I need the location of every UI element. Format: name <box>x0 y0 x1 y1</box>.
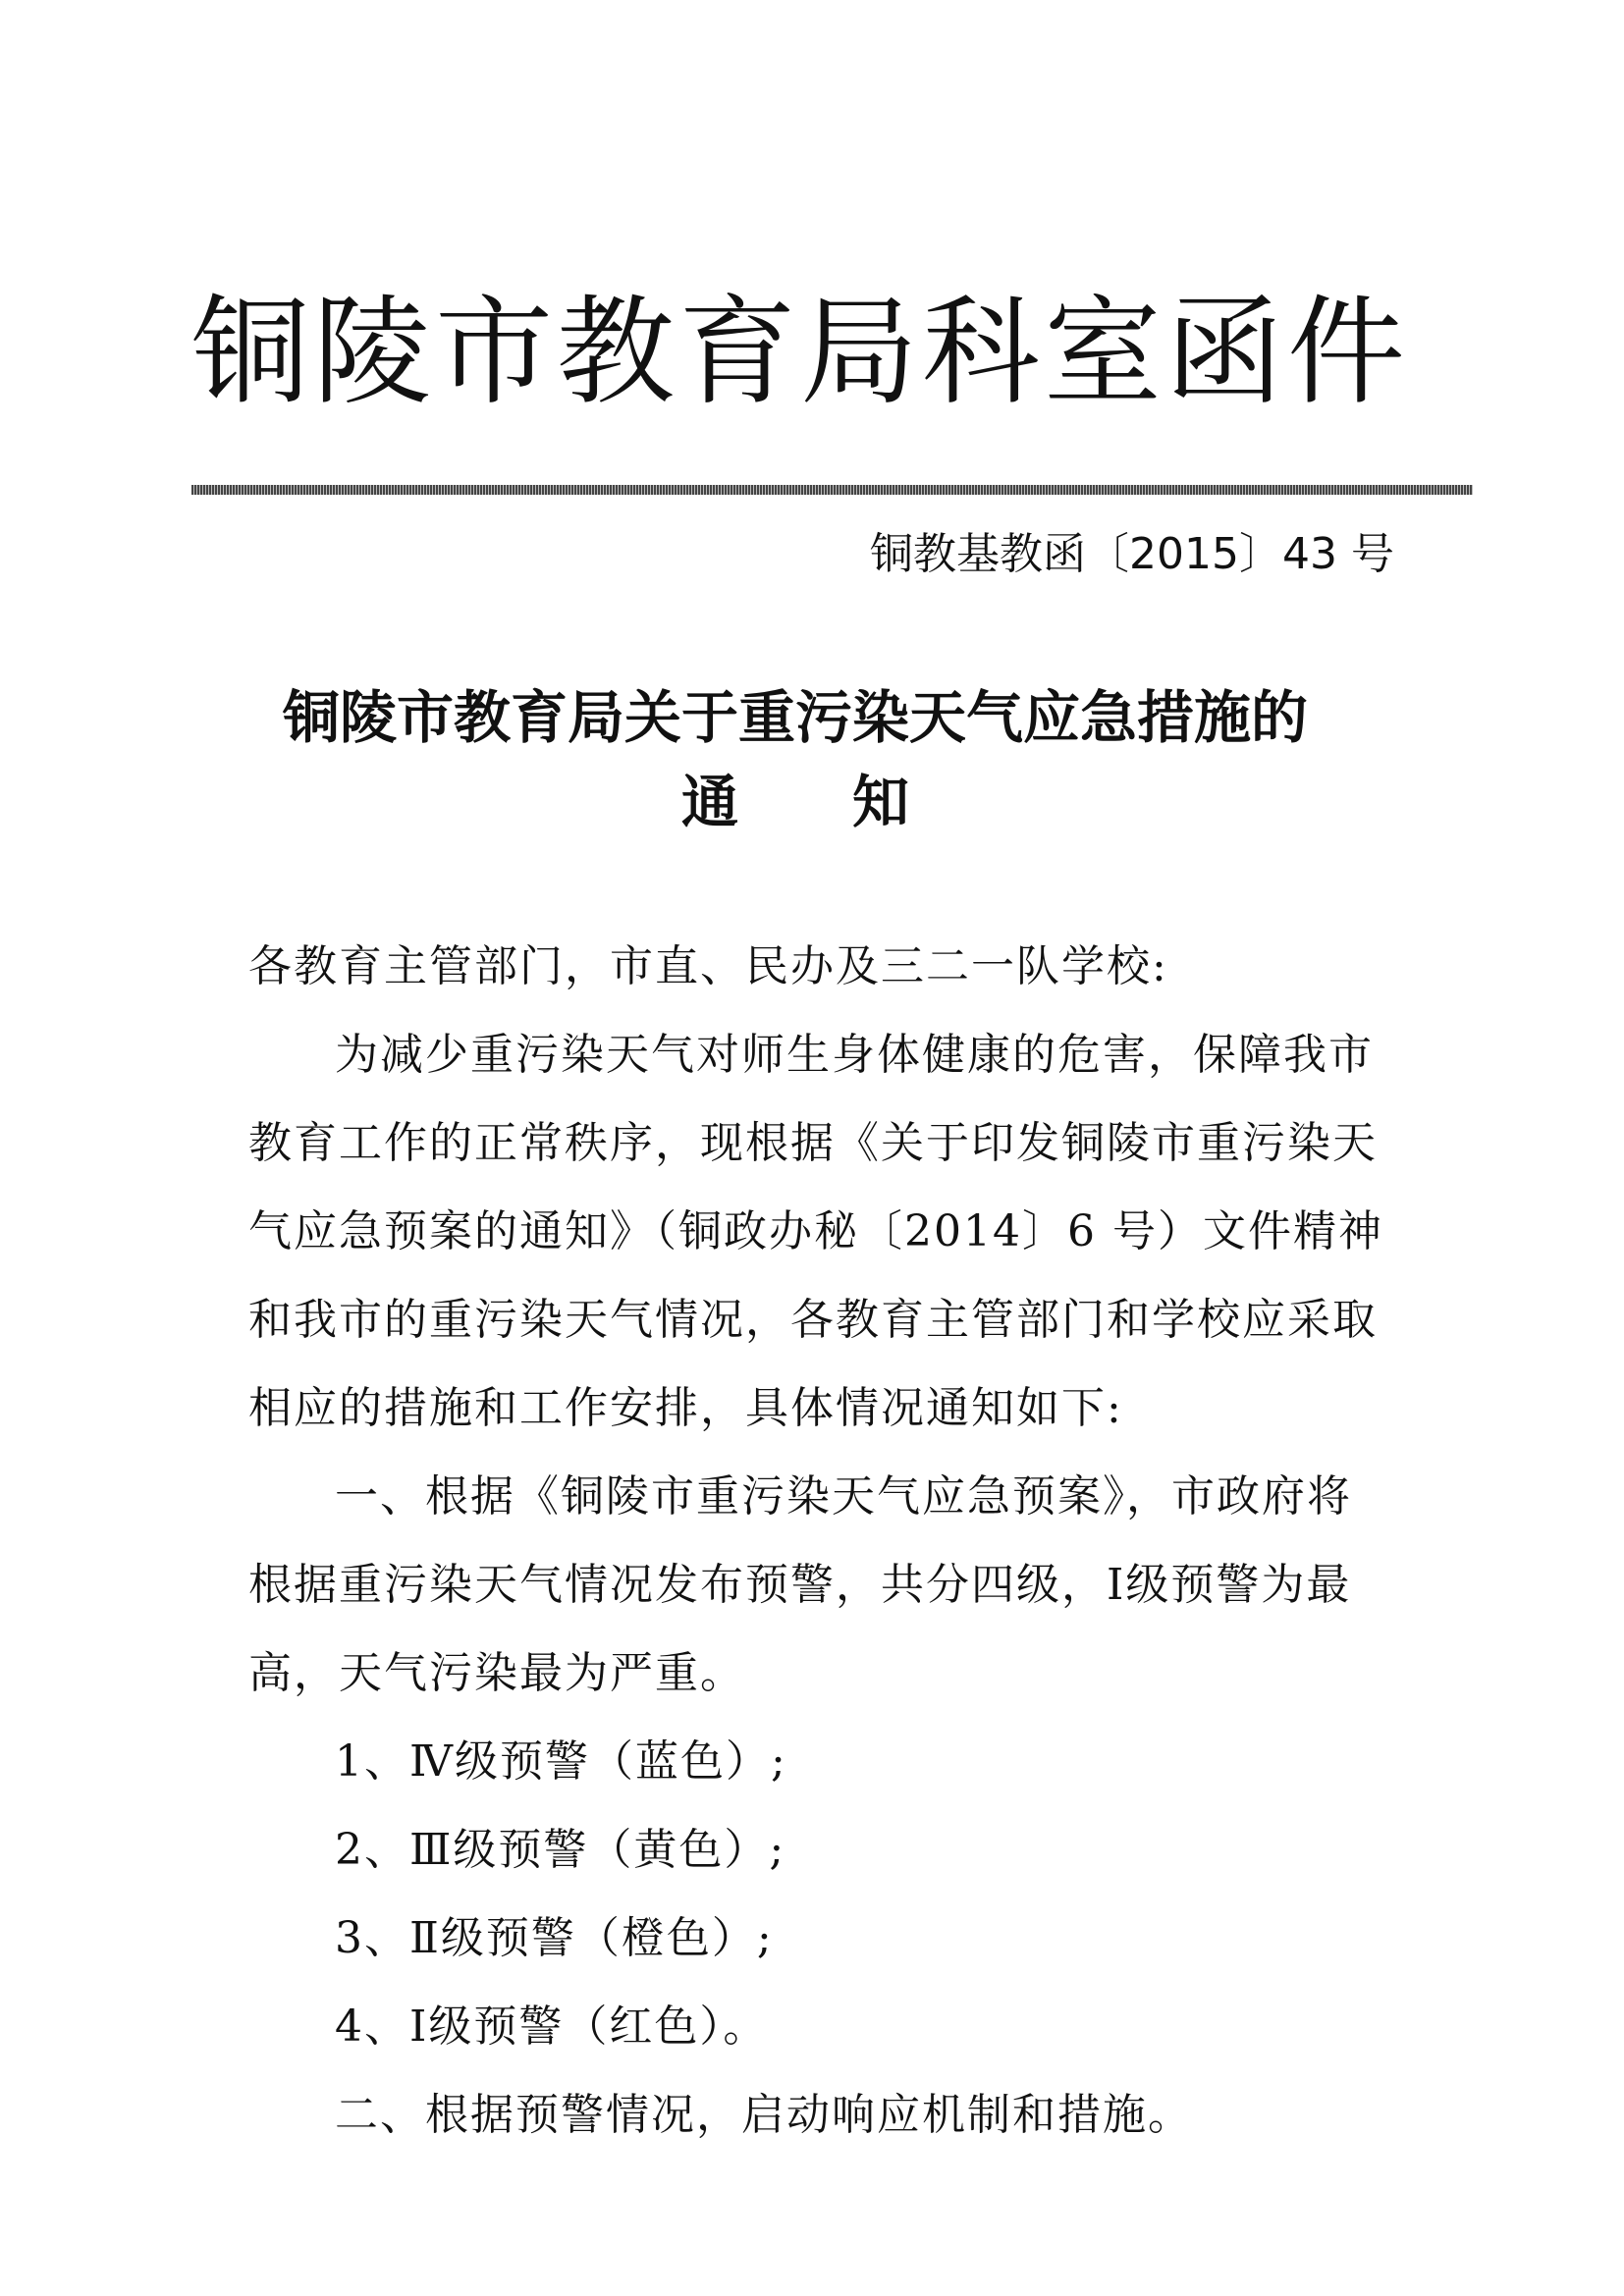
body-paragraph-1: 为减少重污染天气对师生身体健康的危害，保障我市教育工作的正常秩序，现根据《关于印发铜陵市重污染天气应急预案的通知》（铜政办秘〔2014〕6 号）文件精神和我市的重污染天气情况，各教育主管部门和学校应采取相应的措施和工作安排，具体情况通知如下: <box>248 1030 1383 1433</box>
document-body <box>248 923 1395 2160</box>
body-paragraph-2: 一、根据《铜陵市重污染天气应急预案》，市政府将根据重污染天气情况发布预警，共分四级，Ⅰ级预警为最高，天气污染最为严重。 <box>248 1471 1352 1698</box>
warning-level-item: 2、Ⅲ级预警（黄色）; <box>335 1825 786 1875</box>
issuer-title: 铜陵市教育局科室函件 <box>191 285 1409 421</box>
warning-level-item: 1、Ⅳ级预警（蓝色）; <box>335 1736 787 1787</box>
notice-title-line-2: 通 知 <box>680 769 909 835</box>
body-paragraph-3: 二、根据预警情况，启动响应机制和措施。 <box>335 2090 1193 2140</box>
notice-title-line-1: 铜陵市教育局关于重污染天气应急措施的 <box>282 684 1308 751</box>
notice-title <box>191 675 1399 844</box>
document-number: 铜教基教函〔2015〕43 号 <box>870 529 1394 579</box>
header-divider <box>191 485 1473 495</box>
salutation: 各教育主管部门，市直、民办及三二一队学校: <box>248 941 1168 991</box>
warning-level-item: 3、Ⅱ级预警（橙色）; <box>335 1913 774 1963</box>
warning-level-item: 4、Ⅰ级预警（红色）。 <box>335 2002 769 2052</box>
